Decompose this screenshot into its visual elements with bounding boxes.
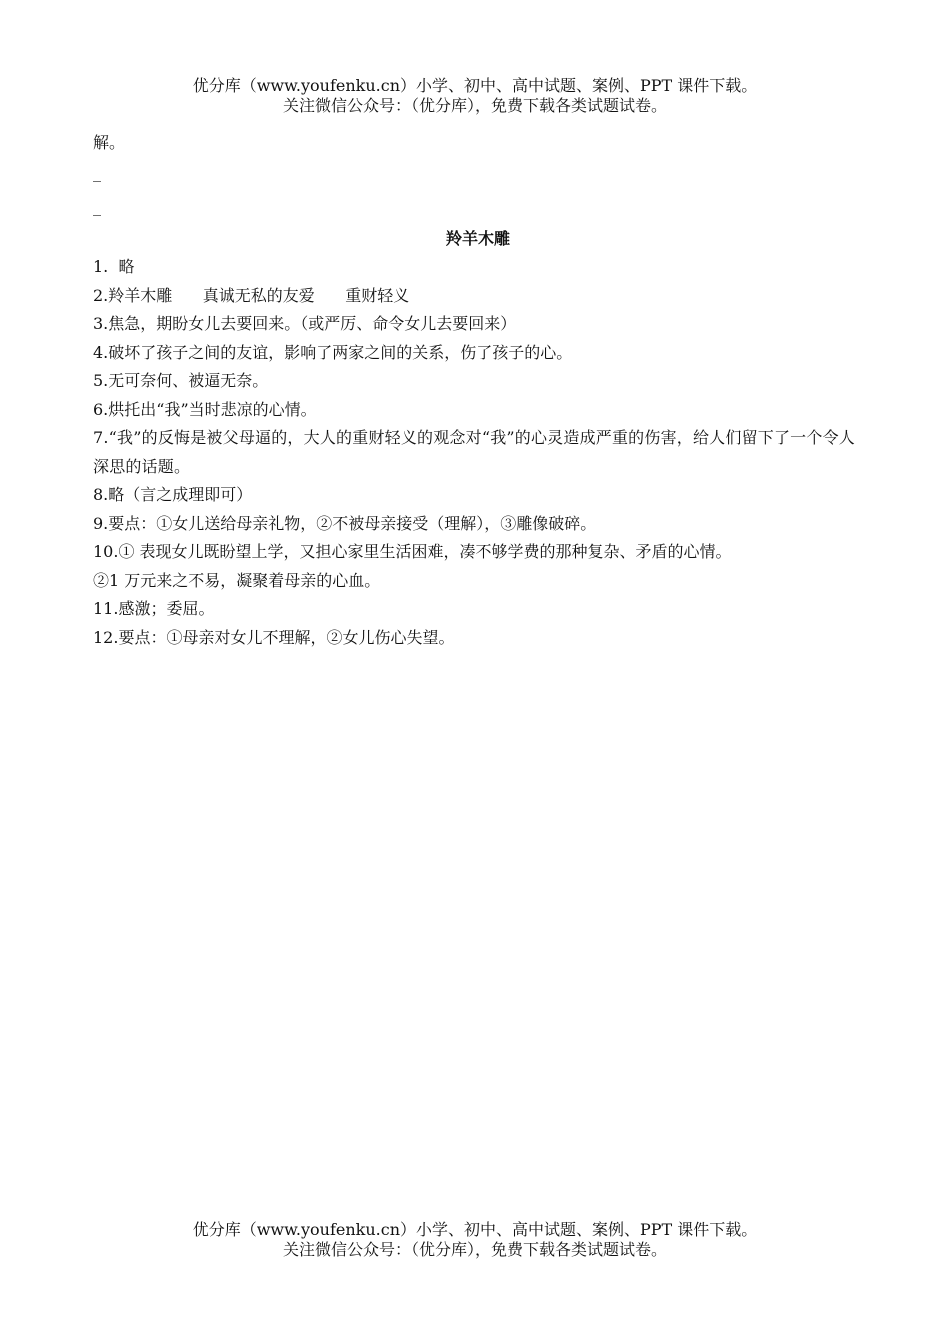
answer-item: 12.要点：①母亲对女儿不理解，②女儿伤心失望。	[93, 627, 455, 647]
page-footer	[0, 1220, 950, 1260]
header-line-1: 优分库（www.youfenku.cn）小学、初中、高中试题、案例、PPT 课件下载。	[192, 76, 758, 95]
answer-item: 7.“我”的反悔是被父母逼的，大人的重财轻义的观念对“我”的心灵造成严重的伤害，给人们留下了一个令人深思的话题。	[93, 428, 855, 476]
answer-item: 5.无可奈何、被逼无奈。	[93, 371, 269, 390]
answer-item: 4.破坏了孩子之间的友谊，影响了两家之间的关系，伤了孩子的心。	[93, 342, 573, 362]
page-header	[0, 76, 950, 116]
answer-item: ②1 万元来之不易，凝聚着母亲的心血。	[93, 570, 381, 590]
answer-item: 3.焦急，期盼女儿去要回来。（或严厉、命令女儿去要回来）	[93, 314, 517, 333]
footer-line-1: 优分库（www.youfenku.cn）小学、初中、高中试题、案例、PPT 课件下载。	[192, 1220, 758, 1239]
footer-line-2: 关注微信公众号：（优分库），免费下载各类试题试卷。	[282, 1240, 667, 1259]
blank-mark: _	[93, 197, 101, 216]
answer-item: 11.感激；委屈。	[93, 599, 215, 618]
answer-item: 9.要点：①女儿送给母亲礼物，②不被母亲接受（理解），③雕像破碎。	[93, 513, 597, 533]
lead-text: 解。	[93, 133, 126, 152]
answer-item: 1. 略	[93, 257, 135, 276]
answer-list	[93, 253, 863, 652]
section-title: 羚羊木雕	[445, 229, 510, 248]
answer-item: 8.略（言之成理即可）	[93, 485, 253, 504]
header-line-2: 关注微信公众号：（优分库），免费下载各类试题试卷。	[282, 96, 667, 115]
answer-item: 2.羚羊木雕 真诚无私的友爱 重财轻义	[93, 285, 410, 305]
blank-mark: _	[93, 163, 101, 182]
answer-item: 6.烘托出“我”当时悲凉的心情。	[93, 399, 317, 419]
answer-item: 10.① 表现女儿既盼望上学，又担心家里生活困难，凑不够学费的那种复杂、矛盾的心情。	[93, 542, 732, 561]
document-body	[93, 130, 863, 647]
